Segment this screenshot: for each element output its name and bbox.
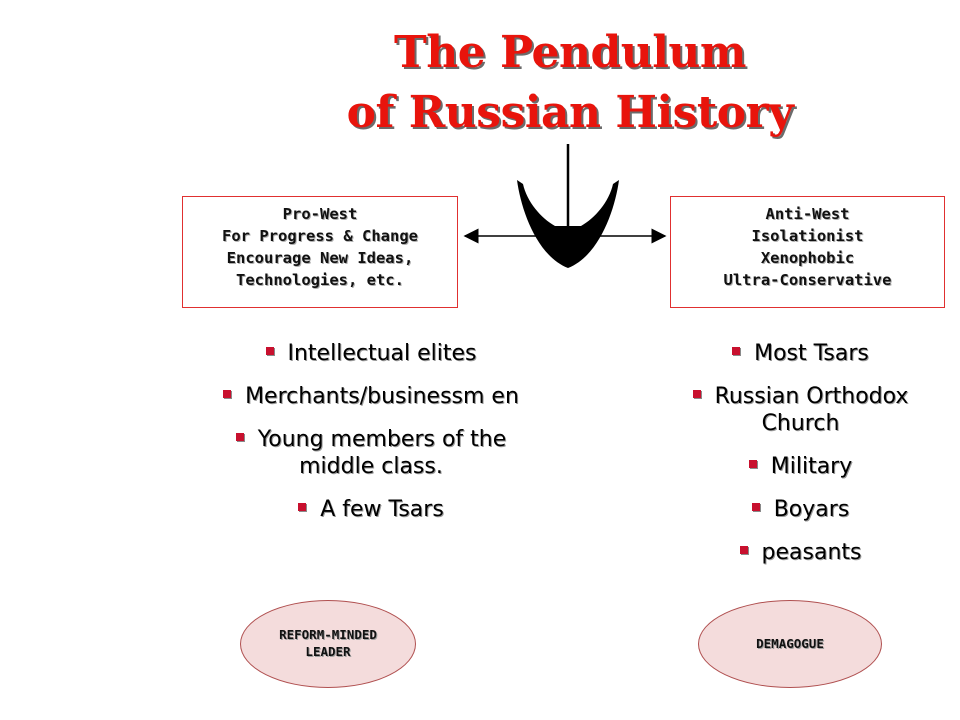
- list-item: A few Tsars: [206, 496, 536, 523]
- title-line-2: of Russian History: [346, 87, 794, 138]
- bullet-icon: [223, 390, 231, 398]
- list-item: Young members of the middle class.: [206, 426, 536, 480]
- oval-left-line-2: LEADER: [305, 644, 351, 659]
- oval-left-line-1: REFORM-MINDED: [279, 627, 377, 642]
- bullet-icon: [752, 503, 760, 511]
- bullet-icon: [266, 347, 274, 355]
- pro-west-line-4: Technologies, etc.: [236, 271, 404, 289]
- anti-west-line-3: Xenophobic: [760, 249, 855, 267]
- anti-west-box: [670, 196, 945, 308]
- pro-west-line-1: Pro-West: [282, 205, 358, 223]
- list-item: Russian Orthodox Church: [658, 383, 943, 437]
- anti-west-line-4: Ultra-Conservative: [723, 271, 892, 289]
- bullet-icon: [749, 460, 757, 468]
- anti-west-line-2: Isolationist: [751, 227, 864, 245]
- reform-minded-leader-oval: [240, 600, 416, 688]
- list-item: Military: [658, 453, 943, 480]
- bullet-icon: [732, 347, 740, 355]
- pendulum-icon: [517, 144, 619, 268]
- pro-west-supporters-list: [206, 340, 536, 539]
- oval-right-line-1: DEMAGOGUE: [756, 636, 824, 651]
- bullet-icon: [740, 546, 748, 554]
- list-item: Most Tsars: [658, 340, 943, 367]
- list-item: peasants: [658, 539, 943, 566]
- list-item: Boyars: [658, 496, 943, 523]
- bullet-icon: [236, 433, 244, 441]
- pro-west-box: [182, 196, 458, 308]
- title-line-1: The Pendulum: [394, 27, 746, 78]
- pro-west-line-2: For Progress & Change: [222, 227, 418, 245]
- list-item: Intellectual elites: [206, 340, 536, 367]
- pendulum-diagram: [455, 140, 680, 280]
- demagogue-oval: [698, 600, 882, 688]
- anti-west-supporters-list: [658, 340, 943, 582]
- list-item: Merchants/businessm en: [206, 383, 536, 410]
- bullet-icon: [693, 390, 701, 398]
- pro-west-line-3: Encourage New Ideas,: [226, 249, 414, 267]
- bullet-icon: [298, 503, 306, 511]
- anti-west-line-1: Anti-West: [765, 205, 850, 223]
